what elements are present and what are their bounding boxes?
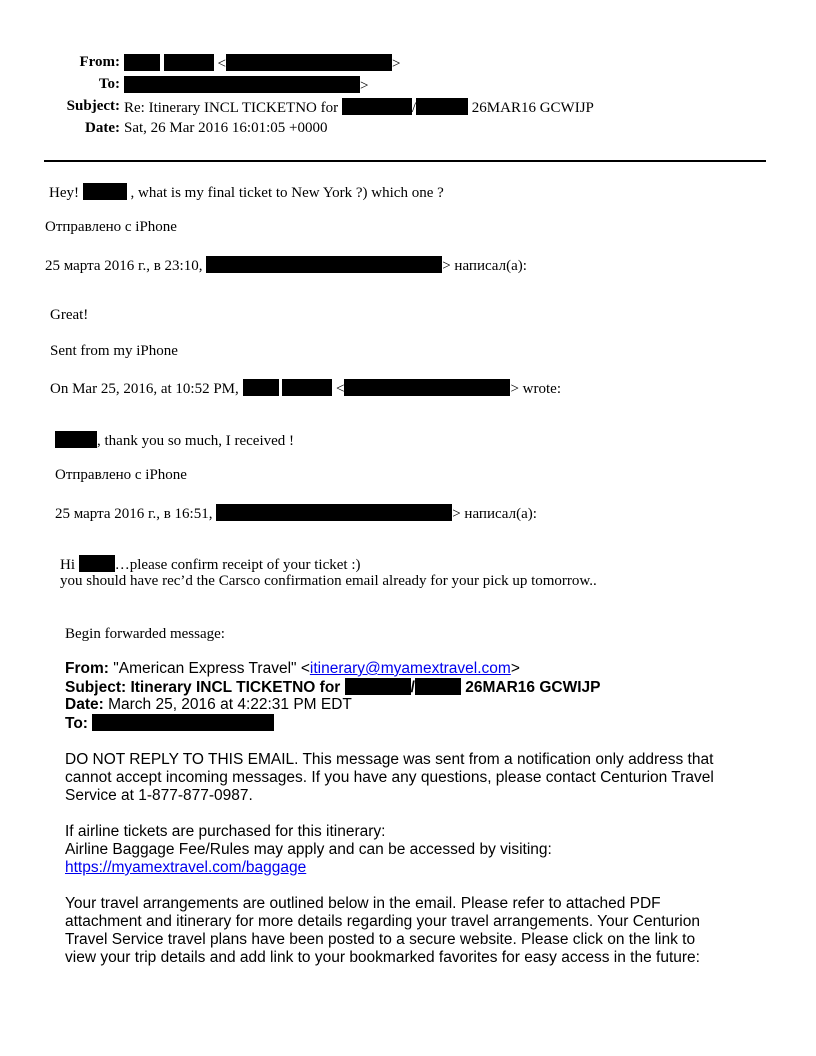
signature-ru-1: Отправлено с iPhone (45, 219, 177, 235)
notice-line: DO NOT REPLY TO THIS EMAIL. This message was sent from a notification only address that (65, 751, 714, 768)
fwd-from-label: From: (65, 660, 109, 677)
redacted-email (216, 504, 452, 521)
fwd-subject-suffix: 26MAR16 GCWIJP (465, 679, 601, 696)
fwd-date-value: March 25, 2016 at 4:22:31 PM EDT (108, 696, 352, 713)
redacted-email (344, 379, 510, 396)
baggage-paragraph (65, 823, 552, 877)
begin-forwarded: Begin forwarded message: (65, 626, 225, 642)
signature-en: Sent from my iPhone (50, 343, 178, 359)
arrangements-line: attachment and itinerary for more details regarding your travel arrangements. Your Centurion (65, 913, 700, 930)
angle-close: > (510, 660, 520, 677)
reply-thanks (55, 431, 294, 450)
fwd-date-label: Date: (65, 696, 104, 713)
from-label: From: (79, 54, 120, 70)
fwd-date (65, 696, 352, 714)
fwd-to-label: To: (65, 715, 88, 732)
from-value: < > (124, 54, 400, 73)
redacted-name (55, 431, 97, 448)
arrangements-paragraph (65, 895, 700, 967)
hi-line-1 (60, 555, 361, 574)
header-divider (44, 160, 766, 162)
notice-line: Service at 1-877-877-0987. (65, 787, 253, 804)
quote-wrote: > wrote: (510, 381, 561, 397)
fwd-to (65, 714, 274, 733)
redacted-surname (342, 98, 412, 115)
redacted-firstname (415, 678, 461, 695)
redacted-name (124, 54, 160, 71)
fwd-from (65, 660, 520, 678)
redacted-recipient (124, 76, 360, 93)
quote-date: 25 марта 2016 г., в 16:51, (55, 506, 213, 522)
fwd-from-email-link[interactable]: itinerary@myamextravel.com (309, 660, 511, 677)
baggage-link[interactable]: https://myamextravel.com/baggage (65, 859, 307, 876)
redacted-name (282, 379, 332, 396)
quote-header-1 (45, 256, 527, 275)
confirm-text: …please confirm receipt of your ticket :) (114, 557, 361, 573)
thanks-text: , thank you so much, I received ! (97, 433, 295, 449)
redacted-email (206, 256, 442, 273)
redacted-name (243, 379, 279, 396)
subject-prefix: Re: Itinerary INCL TICKETNO for (124, 100, 339, 116)
redacted-name (83, 183, 127, 200)
signature-ru-2: Отправлено с iPhone (55, 467, 187, 483)
to-label: To: (98, 76, 120, 92)
quote-date: On Mar 25, 2016, at 10:52 PM, (50, 381, 239, 397)
reply-line-1 (49, 183, 444, 202)
redacted-email (226, 54, 392, 71)
date-label: Date: (85, 120, 120, 136)
fwd-subject-prefix: Itinerary INCL TICKETNO for (130, 679, 341, 696)
quote-header-2 (50, 379, 561, 398)
reply-great: Great! (50, 307, 89, 323)
to-value: > (124, 76, 368, 95)
subject-label: Subject: (66, 98, 120, 114)
notice-paragraph (65, 751, 714, 805)
baggage-line: If airline tickets are purchased for this itinerary: (65, 823, 386, 840)
subject-value: Re: Itinerary INCL TICKETNO for / 26MAR16 GCWIJP (124, 100, 594, 116)
arrangements-line: view your trip details and add link to your bookmarked favorites for easy access in the future: (65, 949, 700, 966)
greeting: Hey! (49, 185, 79, 201)
redacted-name (79, 555, 115, 572)
subject-suffix: 26MAR16 GCWIJP (471, 100, 594, 116)
redacted-recipient (92, 714, 274, 731)
notice-line: cannot accept incoming messages. If you have any questions, please contact Centurion Travel (65, 769, 714, 786)
redacted-firstname (416, 98, 468, 115)
hi-greeting: Hi (60, 557, 75, 573)
quote-header-3 (55, 504, 537, 523)
hi-line-2: you should have rec’d the Carsco confirmation email already for your pick up tomorrow.. (60, 573, 597, 589)
quote-date: 25 марта 2016 г., в 23:10, (45, 258, 203, 274)
redacted-surname (345, 678, 411, 695)
arrangements-line: Your travel arrangements are outlined below in the email. Please refer to attached PDF (65, 895, 661, 912)
question-text: , what is my final ticket to New York ?) which one ? (130, 185, 444, 201)
arrangements-line: Travel Service travel plans have been posted to a secure website. Please click on the link to (65, 931, 696, 948)
fwd-from-name: "American Express Travel" < (113, 660, 310, 677)
fwd-subject: Subject: Itinerary INCL TICKETNO for / 26MAR16 GCWIJP (65, 679, 601, 696)
redacted-name (164, 54, 214, 71)
quote-wrote: > написал(а): (442, 258, 527, 274)
angle-open: < (336, 381, 345, 397)
quote-wrote: > написал(а): (452, 506, 537, 522)
baggage-line: Airline Baggage Fee/Rules may apply and can be accessed by visiting: (65, 841, 552, 858)
fwd-subject-label: Subject: (65, 679, 127, 696)
date-value: Sat, 26 Mar 2016 16:01:05 +0000 (124, 120, 328, 136)
